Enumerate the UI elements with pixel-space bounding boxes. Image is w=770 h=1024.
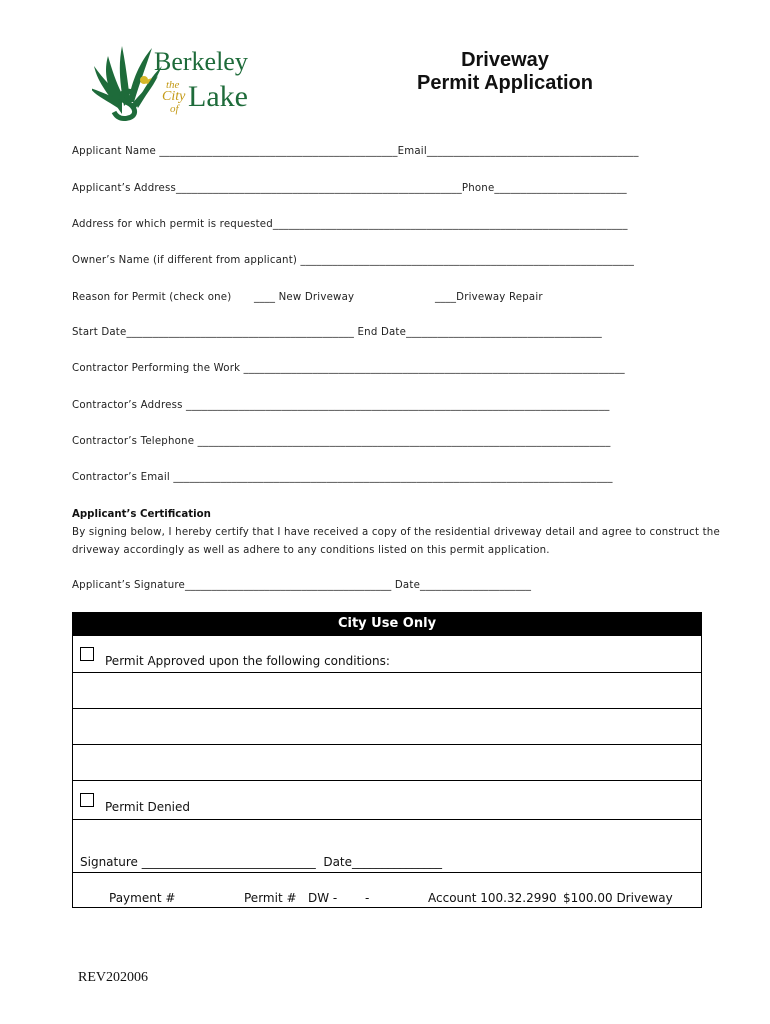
city-use-only-box [72, 612, 702, 908]
applicant-signature-field[interactable]: Applicant’s Signature_______________________________________ Date_____________________ [72, 580, 532, 591]
divider [73, 672, 701, 673]
payment-number-label: Payment # [109, 891, 176, 905]
svg-text:Berkeley: Berkeley [154, 47, 248, 76]
permit-address-field[interactable]: Address for which permit is requested___________________________________________________________________ [72, 219, 628, 230]
divider [73, 780, 701, 781]
certification-text-line2: driveway accordingly as well as adhere to any conditions listed on this permit application. [72, 545, 550, 556]
certification-heading: Applicant’s Certification [72, 509, 211, 520]
city-logo [92, 36, 272, 126]
city-signature-field[interactable]: Signature _____________________________ Date_______________ [80, 855, 443, 869]
form-title-line2: Permit Application [417, 72, 593, 94]
contractor-address-field[interactable]: Contractor’s Address ________________________________________________________________________________ [72, 400, 610, 411]
svg-text:City: City [162, 89, 186, 104]
permit-number-label: Permit # DW - [244, 891, 338, 905]
svg-text:Lake: Lake [188, 80, 248, 113]
svg-text:of: of [170, 103, 179, 115]
divider [73, 872, 701, 873]
permit-denied-label: Permit Denied [105, 800, 191, 814]
divider [73, 708, 701, 709]
denied-checkbox[interactable] [80, 793, 94, 807]
svg-text:the: the [166, 79, 180, 91]
owner-name-field[interactable]: Owner’s Name (if different from applicant) _______________________________________________________________ [72, 255, 635, 266]
certification-text-line1: By signing below, I hereby certify that I have received a copy of the residential driveway detail and agree to construct the [72, 527, 720, 538]
contractor-email-field[interactable]: Contractor’s Email ___________________________________________________________________________________ [72, 472, 613, 483]
reason-new-driveway-option[interactable]: ____ New Driveway [254, 292, 355, 303]
applicant-name-field[interactable]: Applicant Name _____________________________________________Email________________________________________ [72, 146, 639, 157]
reason-driveway-repair-option[interactable]: ____Driveway Repair [435, 292, 543, 303]
form-title-line1: Driveway [461, 49, 549, 71]
contractor-name-field[interactable]: Contractor Performing the Work ________________________________________________________________________ [72, 363, 625, 374]
permit-approved-label: Permit Approved upon the following conditions: [105, 654, 390, 668]
approved-checkbox[interactable] [80, 647, 94, 661]
dates-field[interactable]: Start Date___________________________________________ End Date_____________________________________ [72, 327, 602, 338]
account-number-label: Account 100.32.2990 [428, 891, 557, 905]
permit-number-dash: - [365, 891, 370, 905]
reason-label: Reason for Permit (check one) [72, 292, 232, 303]
divider [73, 819, 701, 820]
contractor-phone-field[interactable]: Contractor’s Telephone ______________________________________________________________________________ [72, 436, 611, 447]
city-use-only-header: City Use Only [73, 613, 701, 635]
applicant-address-field[interactable]: Applicant’s Address______________________________________________________Phone_________________________ [72, 183, 627, 194]
revision-code: REV202006 [78, 970, 148, 985]
divider [73, 744, 701, 745]
divider [73, 635, 701, 636]
fee-label: $100.00 Driveway [563, 891, 673, 905]
